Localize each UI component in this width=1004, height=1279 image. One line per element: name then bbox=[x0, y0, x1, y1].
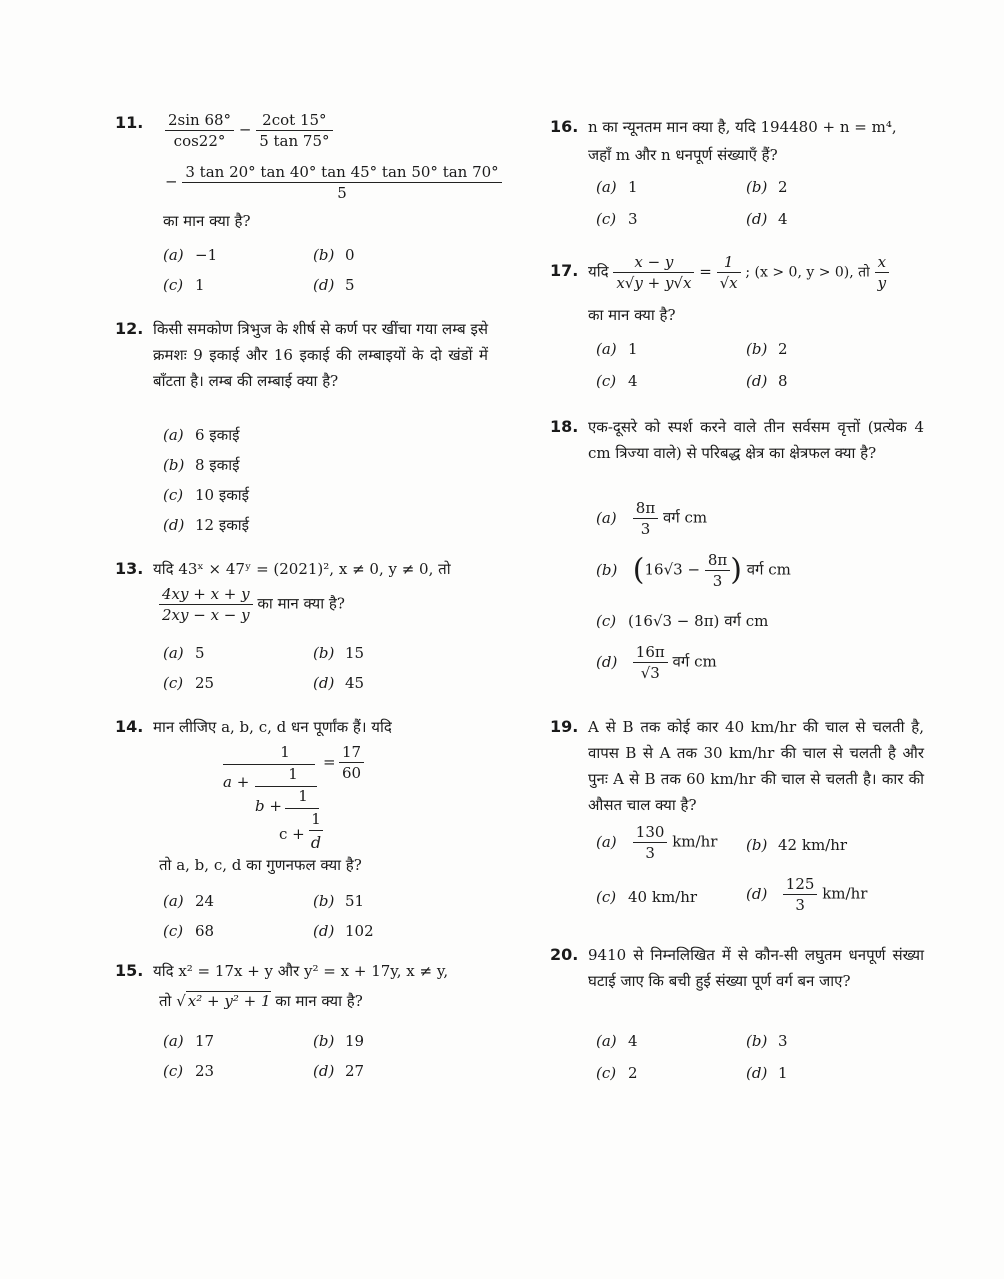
option-c[interactable]: (c) 2 bbox=[596, 1064, 638, 1082]
option-a[interactable]: (a) $\frac{8\pi}{3}$ वर्ग cm bbox=[596, 499, 708, 538]
question-text-line2: जहाँ m और n धनपूर्ण संख्याएँ हैं? bbox=[588, 146, 778, 164]
option-a[interactable]: (a) 1 bbox=[596, 340, 638, 358]
option-b[interactable]: (b) 3 bbox=[746, 1032, 788, 1050]
question-number: 16. bbox=[550, 117, 579, 136]
word-if: यदि bbox=[588, 262, 609, 281]
question-number: 14. bbox=[115, 717, 144, 736]
question-text: यदि 43ˣ × 47ʸ = (2021)², x ≠ 0, y ≠ 0, तो bbox=[153, 560, 451, 578]
question-prompt: तो a, b, c, d का गुणनफल क्या है? bbox=[159, 856, 362, 874]
question-18 bbox=[550, 414, 930, 696]
option-b[interactable]: (b) 15 bbox=[313, 644, 365, 662]
minus-sign: − bbox=[238, 120, 252, 139]
question-number: 15. bbox=[115, 961, 144, 980]
question-prompt: का मान क्या है? bbox=[588, 306, 676, 324]
fraction-denominator: 5 bbox=[337, 184, 347, 202]
option-d[interactable]: (d) 5 bbox=[313, 276, 355, 294]
fraction-denominator: 5 tan 75° bbox=[259, 132, 330, 150]
question-text: यदि x² = 17x + y और y² = x + 17y, x ≠ y, bbox=[153, 962, 449, 980]
question-text: 9410 से निम्नलिखित में से कौन-सी लघुतम धनपूर्ण संख्या घटाई जाए कि बची हुई संख्या पूर्ण वर्ग बन जाए? bbox=[588, 946, 924, 990]
option-c[interactable]: (c) 40 km/hr bbox=[596, 888, 698, 906]
question-prompt: का मान क्या है? bbox=[257, 594, 345, 613]
fraction-numerator: 2cot 15° bbox=[256, 110, 332, 131]
question-15: 15. यदि x² = 17x + y और y² = x + 17y, x ≠ y, तो √ x² + y² + 1 का मान क्या है? (a) 17 (b) 19 (c) 23 (d) 27 bbox=[115, 958, 495, 1088]
fraction-numerator: 3 tan 20° tan 40° tan 45° tan 50° tan 70° bbox=[182, 162, 501, 183]
option-a[interactable]: (a) 6 इकाई bbox=[163, 426, 240, 444]
fraction-denominator: 2xy − x − y bbox=[162, 606, 250, 624]
question-text: मान लीजिए a, b, c, d धन पूर्णांक हैं। यदि bbox=[153, 718, 392, 736]
option-c[interactable]: (c) (16√3 − 8π) वर्ग cm bbox=[596, 612, 769, 630]
option-b[interactable]: (b) 0 bbox=[313, 246, 355, 264]
option-d[interactable]: (d) $\frac{125}{3}$ km/hr bbox=[746, 875, 868, 914]
option-b[interactable]: (b) 2 bbox=[746, 340, 788, 358]
question-11 bbox=[115, 110, 499, 300]
question-number: 12. bbox=[115, 319, 144, 338]
option-b[interactable]: (b) 8 इकाई bbox=[163, 456, 240, 474]
question-text: n का न्यूनतम मान क्या है, यदि 194480 + n = m⁴, bbox=[588, 118, 897, 136]
option-b[interactable]: (b) 19 bbox=[313, 1032, 365, 1050]
square-root-expression: x² + y² + 1 bbox=[187, 992, 271, 1010]
minus-sign: − bbox=[165, 172, 178, 191]
option-b[interactable]: (b) 2 bbox=[746, 178, 788, 196]
question-12 bbox=[115, 316, 495, 536]
option-c[interactable]: (c) 68 bbox=[163, 922, 215, 940]
condition-text: ; (x > 0, y > 0), तो bbox=[745, 264, 870, 281]
question-14 bbox=[115, 714, 495, 944]
option-b[interactable]: (b) 51 bbox=[313, 892, 365, 910]
option-a[interactable]: (a) 24 bbox=[163, 892, 215, 910]
fraction-numerator: x − y bbox=[613, 252, 694, 273]
question-text: एक-दूसरे को स्पर्श करने वाले तीन सर्वसम वृत्तों (प्रत्येक 4 cm त्रिज्या वाले) से परिबद्ध क्षेत्र का क्षेत्रफल क्या है? bbox=[588, 418, 924, 462]
question-prompt: का मान क्या है? bbox=[275, 992, 363, 1010]
option-a[interactable]: (a) 4 bbox=[596, 1032, 638, 1050]
option-d[interactable]: (d) $\frac{16\pi}{√3}$ वर्ग cm bbox=[596, 643, 717, 682]
option-d[interactable]: (d) 102 bbox=[313, 922, 374, 940]
option-b[interactable]: (b) (16√3 − $\frac{8\pi}{3}$ ) वर्ग cm bbox=[596, 551, 791, 590]
fraction-numerator: 4xy + x + y bbox=[159, 584, 253, 605]
option-a[interactable]: (a) $\frac{130}{3}$ km/hr bbox=[596, 823, 718, 862]
option-c[interactable]: (c) 4 bbox=[596, 372, 638, 390]
question-number: 17. bbox=[550, 261, 579, 280]
option-c[interactable]: (c) 23 bbox=[163, 1062, 215, 1080]
option-d[interactable]: (d) 4 bbox=[746, 210, 788, 228]
continued-fraction: 1 a + 1 b + 1 c + 1 d = $\frac{17}{60}$ bbox=[223, 742, 423, 852]
question-number: 18. bbox=[550, 417, 579, 436]
question-20 bbox=[550, 942, 930, 1092]
option-a[interactable]: (a) 5 bbox=[163, 644, 205, 662]
option-c[interactable]: (c) 3 bbox=[596, 210, 638, 228]
question-17: 17. यदि $\frac{x - y}{x√y + y√x}$ = $\frac{1}{√x}$ ; (x > 0, y > 0), तो $\frac{x}{y}$ का मान क्या है? (a) 1 (b) 2 (c) 4 (d) 8 bbox=[550, 252, 930, 402]
option-d[interactable]: (d) 1 bbox=[746, 1064, 788, 1082]
question-number: 19. bbox=[550, 717, 579, 736]
question-13 bbox=[115, 556, 495, 696]
question-text: किसी समकोण त्रिभुज के शीर्ष से कर्ण पर खींचा गया लम्ब इसे क्रमशः 9 इकाई और 16 इकाई की लम्बाइयों के दो खंडों में बाँटता है। लम्ब की लम्बाई क्या है? bbox=[153, 320, 488, 390]
option-d[interactable]: (d) 12 इकाई bbox=[163, 516, 249, 534]
option-c[interactable]: (c) 1 bbox=[163, 276, 205, 294]
option-c[interactable]: (c) 10 इकाई bbox=[163, 486, 249, 504]
question-number: 13. bbox=[115, 559, 144, 578]
option-a[interactable]: (a) 1 bbox=[596, 178, 638, 196]
option-c[interactable]: (c) 25 bbox=[163, 674, 215, 692]
question-number: 20. bbox=[550, 945, 579, 964]
question-19 bbox=[550, 714, 930, 924]
option-b[interactable]: (b) 42 km/hr bbox=[746, 836, 848, 854]
question-number: 11. bbox=[115, 113, 144, 132]
option-d[interactable]: (d) 8 bbox=[746, 372, 788, 390]
question-prompt: का मान क्या है? bbox=[163, 212, 251, 230]
question-16 bbox=[550, 114, 930, 234]
question-text: A से B तक कोई कार 40 km/hr की चाल से चलती है, वापस B से A तक 30 km/hr की चाल से चलती है और पुनः A से B तक 60 km/hr की चाल से चलती है। कार की औसत चाल क्या है? bbox=[588, 718, 924, 814]
option-d[interactable]: (d) 45 bbox=[313, 674, 365, 692]
option-a[interactable]: (a) −1 bbox=[163, 246, 218, 264]
fraction-numerator: 2sin 68° bbox=[165, 110, 234, 131]
option-d[interactable]: (d) 27 bbox=[313, 1062, 365, 1080]
word-to: तो bbox=[159, 992, 172, 1010]
fraction-denominator: cos22° bbox=[173, 132, 226, 150]
option-a[interactable]: (a) 17 bbox=[163, 1032, 215, 1050]
fraction-denominator: x√y + y√x bbox=[616, 274, 692, 292]
